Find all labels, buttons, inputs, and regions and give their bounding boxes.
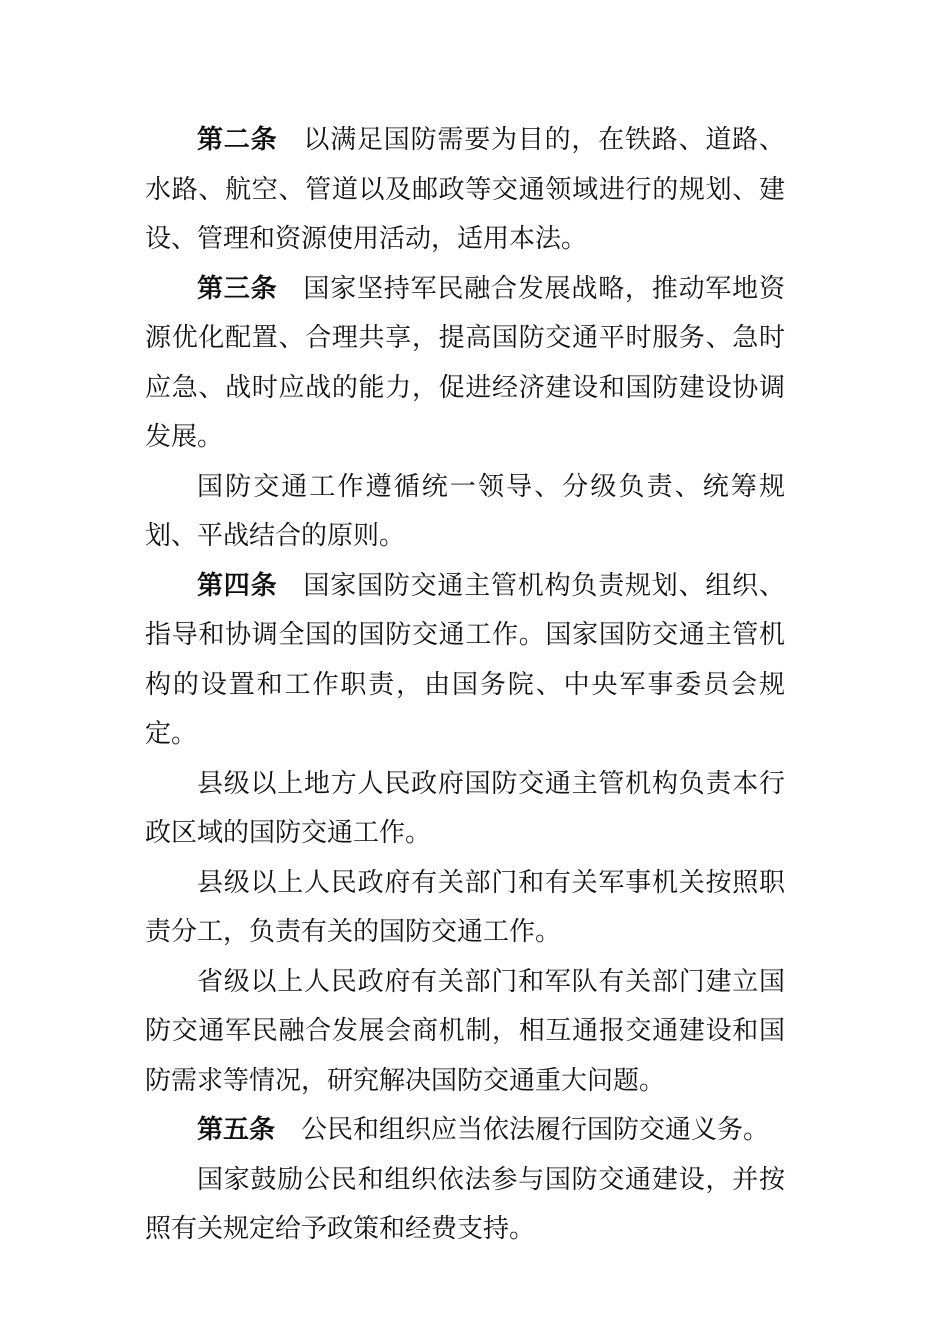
paragraph-text: 国家鼓励公民和组织依法参与国防交通建设，并按照有关规定给予政策和经费支持。	[145, 1164, 785, 1244]
article-label: 第四条	[197, 570, 278, 601]
article-4-paragraph	[145, 562, 785, 760]
article-label: 第五条	[197, 1115, 276, 1145]
article-4-clause-4	[145, 958, 785, 1107]
paragraph-text: 省级以上人民政府有关部门和军队有关部门建立国防交通军民融合发展会商机制，相互通报交通建设和国防需求等情况，研究解决国防交通重大问题。	[145, 966, 785, 1096]
article-label: 第三条	[197, 273, 278, 304]
paragraph-text: 国家坚持军民融合发展战略，推动军地资源优化配置、合理共享，提高国防交通平时服务、急时应急、战时应战的能力，促进经济建设和国防建设协调发展。	[145, 273, 785, 452]
article-3-paragraph	[145, 265, 785, 463]
article-4-clause-3	[145, 859, 785, 958]
paragraph-text: 国防交通工作遵循统一领导、分级负责、统筹规划、平战结合的原则。	[145, 471, 785, 551]
article-4-clause-2	[145, 760, 785, 859]
document-body	[145, 116, 785, 1255]
article-3-clause-2	[145, 463, 785, 562]
paragraph-text: 县级以上人民政府有关部门和有关军事机关按照职责分工，负责有关的国防交通工作。	[145, 867, 785, 947]
paragraph-text: 国家国防交通主管机构负责规划、组织、指导和协调全国的国防交通工作。国家国防交通主管机构的设置和工作职责，由国务院、中央军事委员会规定。	[145, 570, 785, 749]
paragraph-text: 公民和组织应当依法履行国防交通义务。	[301, 1115, 770, 1145]
article-label: 第二条	[197, 125, 278, 155]
article-5-clause-2	[145, 1156, 785, 1255]
article-5-paragraph	[145, 1106, 785, 1156]
article-2-paragraph	[145, 116, 785, 265]
paragraph-text: 县级以上地方人民政府国防交通主管机构负责本行政区域的国防交通工作。	[145, 768, 785, 848]
paragraph-text: 以满足国防需要为目的，在铁路、道路、水路、航空、管道以及邮政等交通领域进行的规划、建设、管理和资源使用活动，适用本法。	[145, 125, 785, 254]
